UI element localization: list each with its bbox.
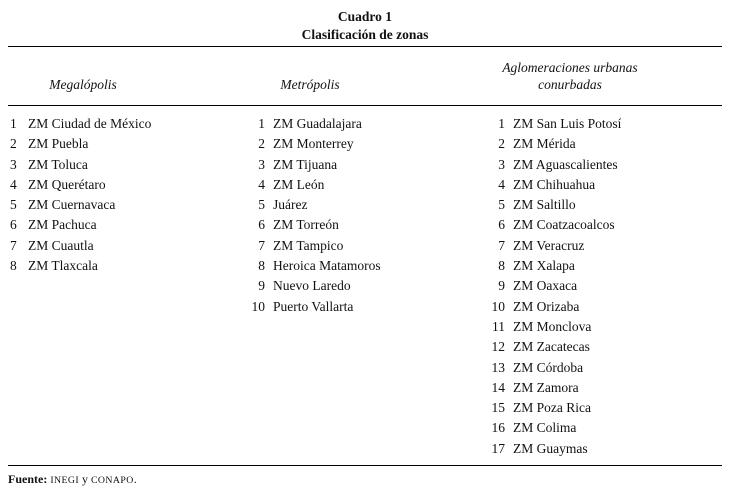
- zone-row: [8, 134, 230, 154]
- source-note: [8, 466, 722, 488]
- zone-row: [8, 236, 230, 256]
- zone-row: [460, 236, 722, 256]
- zone-name: ZM Oaxaca: [513, 278, 578, 294]
- zone-number: 6: [258, 217, 265, 233]
- zone-name: ZM Pachuca: [28, 217, 97, 233]
- zone-name: ZM San Luis Potosí: [513, 116, 622, 131]
- zone-name: ZM Monterrey: [273, 136, 354, 152]
- column-header-megalopolis: Megalópolis: [49, 77, 117, 92]
- zone-name: ZM Guadalajara: [273, 116, 362, 131]
- table-body: [8, 106, 722, 465]
- zone-name: ZM Córdoba: [513, 359, 584, 375]
- zone-name: ZM Tampico: [273, 237, 344, 253]
- zone-name: ZM Querétaro: [28, 176, 106, 192]
- zone-number: 17: [491, 440, 505, 456]
- zone-number: 10: [491, 298, 505, 314]
- source-org-inegi: INEGI: [50, 475, 79, 487]
- zone-name: ZM Colima: [513, 420, 577, 436]
- column-header-aglomeraciones: Aglomeraciones urbanas conurbadas: [502, 60, 638, 92]
- zone-name: ZM Guaymas: [513, 440, 588, 456]
- column-header-cell-megalopolis: [8, 76, 230, 93]
- zone-row: [460, 418, 722, 438]
- zone-number: 1: [498, 116, 505, 131]
- zone-number: 16: [491, 420, 505, 436]
- zone-name: ZM Cuautla: [28, 237, 94, 253]
- zone-number: 2: [498, 136, 505, 152]
- zone-row: [230, 134, 460, 154]
- zone-row: [460, 195, 722, 215]
- zone-row: [460, 134, 722, 154]
- source-period: .: [133, 472, 137, 487]
- zone-row: [460, 215, 722, 235]
- zone-number: 7: [258, 237, 265, 253]
- zone-number: 3: [498, 156, 505, 172]
- zone-number: 15: [491, 400, 505, 416]
- zone-name: ZM Toluca: [28, 156, 88, 172]
- zone-row: [230, 114, 460, 134]
- zone-number: 6: [10, 217, 17, 233]
- zone-number: 11: [492, 318, 505, 334]
- zone-name: ZM Torreón: [273, 217, 339, 233]
- zone-number: 3: [258, 156, 265, 172]
- column-header-metropolis: Metrópolis: [280, 77, 340, 92]
- zone-name: Juárez: [273, 197, 308, 213]
- zone-number: 2: [10, 136, 17, 152]
- column-aglomeraciones: [460, 114, 722, 459]
- zone-row: [460, 175, 722, 195]
- zone-number: 1: [10, 116, 17, 131]
- zone-number: 5: [10, 197, 17, 213]
- column-metropolis: [230, 114, 460, 459]
- zone-row: [460, 358, 722, 378]
- source-label: Fuente:: [8, 472, 48, 487]
- zone-row: [230, 175, 460, 195]
- zone-row: [230, 236, 460, 256]
- zone-number: 4: [498, 176, 505, 192]
- zone-row: [8, 195, 230, 215]
- zone-number: 3: [10, 156, 17, 172]
- zone-name: ZM Zamora: [513, 379, 579, 395]
- zone-number: 5: [258, 197, 265, 213]
- zone-number: 9: [258, 278, 265, 294]
- zone-name: ZM Saltillo: [513, 197, 576, 213]
- zone-name: ZM Mérida: [513, 136, 576, 152]
- zone-number: 9: [498, 278, 505, 294]
- zone-row: [230, 276, 460, 296]
- zone-row: [230, 297, 460, 317]
- zone-name: Heroica Matamoros: [273, 258, 381, 274]
- zone-name: ZM Ciudad de México: [28, 116, 152, 131]
- zone-row: [460, 398, 722, 418]
- zone-row: [8, 114, 230, 134]
- zone-name: Puerto Vallarta: [273, 298, 354, 314]
- zone-row: [460, 114, 722, 134]
- table-title-block: [8, 0, 722, 46]
- zone-row: [230, 195, 460, 215]
- column-header-cell-metropolis: [230, 76, 460, 93]
- zone-row: [460, 297, 722, 317]
- zone-name: ZM Coatzacoalcos: [513, 217, 615, 233]
- zone-row: [460, 378, 722, 398]
- zone-number: 5: [498, 197, 505, 213]
- zone-name: ZM Tijuana: [273, 156, 338, 172]
- zone-row: [460, 317, 722, 337]
- zone-name: Nuevo Laredo: [273, 278, 351, 294]
- zone-number: 12: [491, 339, 505, 355]
- zone-row: [8, 215, 230, 235]
- zone-name: ZM Monclova: [513, 318, 592, 334]
- zone-number: 7: [498, 237, 505, 253]
- zone-name: ZM Zacatecas: [513, 339, 590, 355]
- zone-name: ZM Chihuahua: [513, 176, 596, 192]
- zone-name: ZM Cuernavaca: [28, 197, 116, 213]
- zone-number: 14: [491, 379, 505, 395]
- column-header-cell-aglomeraciones: [460, 59, 722, 93]
- zone-number: 4: [258, 176, 265, 192]
- zone-name: ZM Orizaba: [513, 298, 580, 314]
- column-megalopolis: [8, 114, 230, 459]
- zone-row: [8, 256, 230, 276]
- zone-row: [460, 276, 722, 296]
- table-caption: Clasificación de zonas: [301, 27, 429, 42]
- zone-name: ZM Aguascalientes: [513, 156, 618, 172]
- zone-name: ZM Puebla: [28, 136, 89, 152]
- zone-number: 4: [10, 176, 17, 192]
- zone-number: 10: [251, 298, 265, 314]
- zone-number: 8: [498, 258, 505, 274]
- zone-name: ZM Xalapa: [513, 258, 575, 274]
- zone-row: [460, 439, 722, 459]
- zone-row: [460, 337, 722, 357]
- table-number: Cuadro 1: [337, 9, 393, 24]
- zone-number: 2: [258, 136, 265, 152]
- source-org-conapo: CONAPO: [91, 475, 134, 487]
- column-headers-row: [8, 47, 722, 105]
- zone-number: 7: [10, 237, 17, 253]
- zone-name: ZM Tlaxcala: [28, 258, 98, 274]
- zone-row: [8, 175, 230, 195]
- zone-number: 6: [498, 217, 505, 233]
- zone-row: [230, 155, 460, 175]
- zone-number: 13: [491, 359, 505, 375]
- zone-number: 8: [10, 258, 17, 274]
- zone-row: [8, 155, 230, 175]
- zone-row: [230, 215, 460, 235]
- zone-name: ZM Poza Rica: [513, 400, 591, 416]
- zone-number: 8: [258, 258, 265, 274]
- zone-row: [230, 256, 460, 276]
- zone-name: ZM Veracruz: [513, 237, 585, 253]
- zone-row: [460, 256, 722, 276]
- zone-row: [460, 155, 722, 175]
- source-conjunction: y: [82, 472, 88, 487]
- zone-name: ZM León: [273, 176, 325, 192]
- zone-number: 1: [258, 116, 265, 131]
